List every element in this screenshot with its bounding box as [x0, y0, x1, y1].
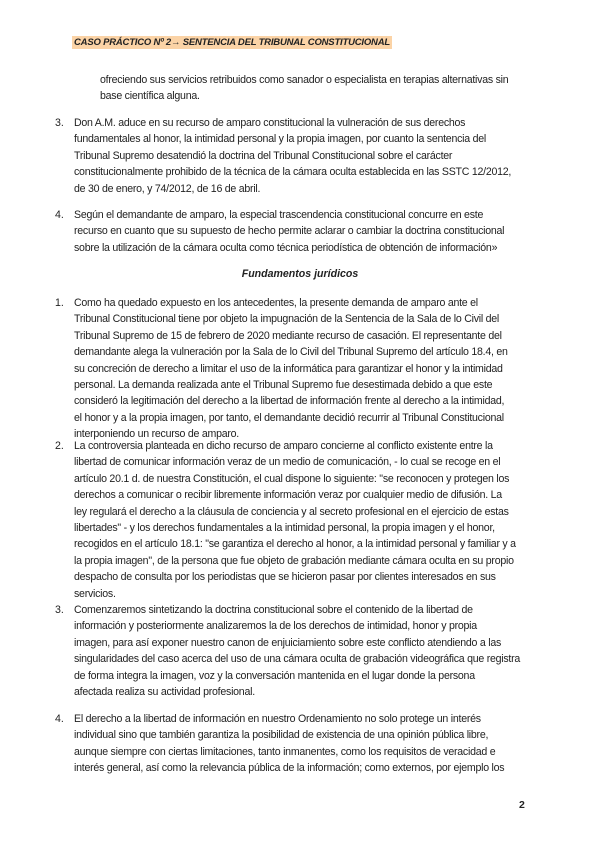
text-line: interés general, así como la relevancia pública de la información; como externos, por ejemplo los — [74, 762, 505, 775]
section-heading: Fundamentos jurídicos — [241, 268, 359, 280]
text-line: Tribunal Constitucional tiene por objeto la impugnación de la Sentencia de la Sala de lo Civil del — [74, 313, 500, 326]
item-number: 1. — [55, 297, 64, 309]
running-header: CASO PRÁCTICO Nº 2→ SENTENCIA DEL TRIBUNAL CONSTITUCIONAL — [74, 37, 390, 48]
text-line: ley regulará el derecho a la cláusula de conciencia y al secreto profesional en el ejercicio de estas — [74, 505, 509, 518]
text-line: el honor y a la propia imagen, por tanto, el demandante decidió recurrir al Tribunal Constitucional — [74, 411, 504, 424]
item-number: 2. — [55, 440, 64, 452]
text-line: de 30 de enero, y 74/2012, de 16 de abril. — [74, 182, 261, 195]
text-line: base científica alguna. — [100, 90, 200, 103]
text-line: fundamentales al honor, la intimidad personal y la propia imagen, por cuanto la sentencia del — [74, 133, 486, 146]
text-line: Comenzaremos sintetizando la doctrina constitucional sobre el contenido de la libertad de — [74, 604, 473, 616]
text-line: El derecho a la libertad de información en nuestro Ordenamiento no solo protege un interés — [74, 713, 481, 725]
text-line: Tribunal Supremo desatendió la doctrina del Tribunal Constitucional sobre el carácter — [74, 149, 453, 162]
page-number: 2 — [519, 799, 525, 811]
text-line: derechos a comunicar o recibir libremente información veraz por cualquier medio de difusión. La — [74, 489, 502, 502]
text-line: información y posteriormente analizaremos la de los derechos de intimidad, honor y propia — [74, 620, 477, 633]
text-line: afectada realiza su actividad profesional. — [74, 686, 255, 699]
text-line: demandante alega la vulneración por la Sala de lo Civil del Tribunal Supremo del artículo 18.4, en — [74, 346, 508, 359]
text-line: servicios. — [74, 587, 116, 600]
text-line: libertad de comunicar información veraz de un medio de comunicación, - lo cual se recoge en el — [74, 456, 501, 469]
text-line: consideró la legitimación del derecho a la libertad de información frente al derecho a la intimidad, — [74, 395, 505, 408]
text-line: Como ha quedado expuesto en los antecedentes, la presente demanda de amparo ante el — [74, 297, 478, 309]
text-line: ofreciendo sus servicios retribuidos como sanador o especialista en terapias alternativas sin — [100, 74, 509, 86]
text-line: interponiendo un recurso de amparo. — [74, 428, 239, 441]
text-line: artículo 20.1 d. de nuestra Constitución, el cual dispone lo siguiente: "se reconocen y protegen los — [74, 472, 510, 485]
text-line: imagen, para así exponer nuestro canon de enjuiciamiento sobre este conflicto atendiendo a las — [74, 636, 502, 649]
item-number: 3. — [55, 117, 64, 129]
text-line: personal. La demanda realizada ante el Tribunal Supremo fue desestimada debido a que este — [74, 379, 493, 392]
item-number: 4. — [55, 209, 64, 221]
text-line: individual sino que también garantiza la posibilidad de existencia de una opinión pública libre, — [74, 729, 489, 742]
text-line: Según el demandante de amparo, la especial trascendencia constitucional concurre en este — [74, 209, 484, 221]
text-line: libertades" - y los derechos fundamentales a la intimidad personal, la propia imagen y el honor, — [74, 522, 495, 535]
text-line: Don A.M. aduce en su recurso de amparo constitucional la vulneración de sus derechos — [74, 117, 466, 129]
text-line: La controversia planteada en dicho recurso de amparo concierne al conflicto existente entre la — [74, 440, 493, 452]
text-line: recurso en cuanto que su supuesto de hecho permite aclarar o cambiar la doctrina constitucional — [74, 225, 505, 238]
text-line: la propia imagen", de la persona que fue objeto de grabación mediante cámara oculta en su propio — [74, 554, 514, 567]
text-line: aunque siempre con ciertas limitaciones, tanto inmanentes, como los requisitos de veracidad e — [74, 745, 496, 758]
text-line: singularidades del caso acerca del uso de una cámara oculta de grabación videográfica que registra — [74, 653, 521, 666]
item-number: 4. — [55, 713, 64, 725]
item-number: 3. — [55, 604, 64, 616]
text-line: sobre la utilización de la cámara oculta como técnica periodística de obtención de información» — [74, 241, 498, 254]
text-line: recogidos en el artículo 18.1: "se garantiza el derecho al honor, a la intimidad personal y familiar y a — [74, 538, 516, 551]
text-line: de forma integra la imagen, voz y la conversación mantenida en el lugar donde la persona — [74, 669, 475, 682]
text-line: constitucionalmente prohibido de la técnica de la cámara oculta establecida en las SSTC 12/2012, — [74, 166, 512, 179]
text-line: despacho de consulta por los periodistas que se hicieron pasar por clientes interesados en sus — [74, 571, 496, 584]
text-line: Tribunal Supremo de 15 de febrero de 2020 mediante recurso de casación. El representante del — [74, 329, 502, 342]
text-line: su concreción de derecho a limitar el uso de la informática para garantizar el honor y la intimidad — [74, 362, 503, 375]
